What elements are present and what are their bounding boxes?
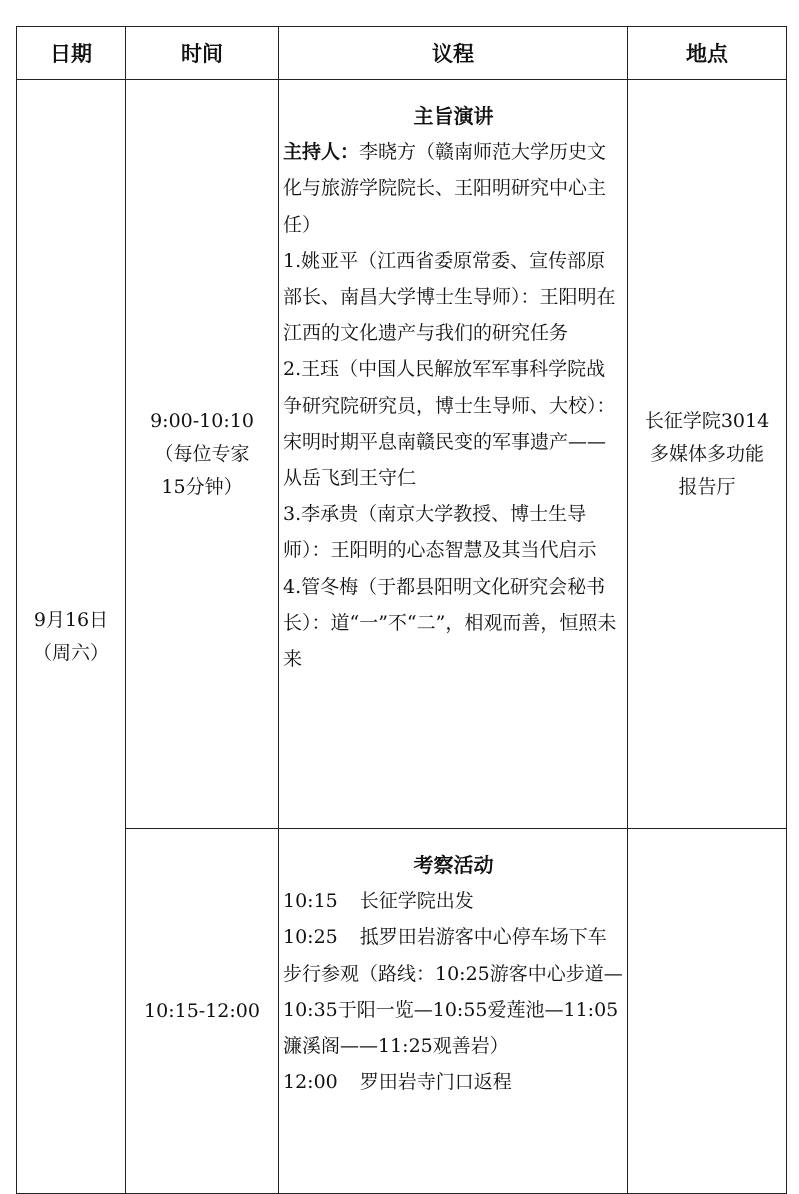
header-time: 时间 (126, 27, 279, 80)
session1-agenda-cell (279, 80, 628, 829)
itinerary-time: 10:25 (283, 926, 338, 949)
session1-venue-cell (628, 80, 787, 829)
itinerary-item (283, 883, 624, 919)
date-value: 9月16日 (33, 608, 109, 631)
session1-time-note-2: 15分钟） (161, 475, 243, 498)
session1-time-note-1: （每位专家 (154, 442, 250, 465)
header-row (17, 27, 787, 80)
session2-venue-cell (628, 829, 787, 1194)
itinerary-item (283, 919, 624, 1064)
venue-line: 长征学院3014 (644, 409, 770, 432)
venue-line: 多媒体多功能 (649, 442, 764, 465)
itinerary-text: 抵罗田岩游客中心停车场下车步行参观（路线：10:25游客中心步道—10:35于阳一览—10:55爱莲池—11:05濂溪阁——11:25观善岩） (283, 926, 623, 1058)
host-text: 李晓方（赣南师范大学历史文化与旅游学院院长、王阳明研究中心主任） (283, 141, 607, 236)
session2-title: 考察活动 (413, 853, 494, 877)
itinerary-item (283, 1064, 624, 1100)
session1-time-cell (126, 80, 279, 829)
table-row (17, 829, 787, 1194)
table-row (17, 80, 787, 829)
session1-title: 主旨演讲 (413, 104, 494, 128)
session1-time: 9:00-10:10 (150, 409, 254, 432)
header-venue: 地点 (628, 27, 787, 80)
talk-item: 1.姚亚平（江西省委原常委、宣传部原部长、南昌大学博士生导师）：王阳明在江西的文化遗产与我们的研究任务 (283, 249, 616, 345)
talk-item: 3.李承贵（南京大学教授、博士生导师）：王阳明的心态智慧及其当代启示 (283, 503, 597, 562)
itinerary-text: 长征学院出发 (359, 890, 474, 913)
schedule-table (16, 26, 787, 1194)
itinerary-time: 12:00 (283, 1071, 338, 1094)
talk-item: 4.管冬梅（于都县阳明文化研究会秘书长）：道“一”不“二”，相观而善，恒照未来 (283, 575, 617, 671)
weekday-value: （周六） (32, 641, 109, 664)
session1-host (283, 134, 624, 243)
itinerary-time: 10:15 (283, 890, 338, 913)
session2-agenda-cell (279, 829, 628, 1194)
header-date: 日期 (17, 27, 126, 80)
session2-time-cell (126, 829, 279, 1194)
talk-item: 2.王珏（中国人民解放军军事科学院战争研究院研究员，博士生导师、大校）：宋明时期平息南赣民变的军事遗产——从岳飞到王守仁 (283, 358, 616, 490)
date-cell (17, 80, 126, 1194)
venue-line: 报告厅 (678, 475, 736, 498)
session2-time: 10:15-12:00 (144, 999, 260, 1022)
itinerary-text: 罗田岩寺门口返程 (359, 1071, 512, 1094)
header-agenda: 议程 (279, 27, 628, 80)
host-label: 主持人： (283, 141, 360, 164)
